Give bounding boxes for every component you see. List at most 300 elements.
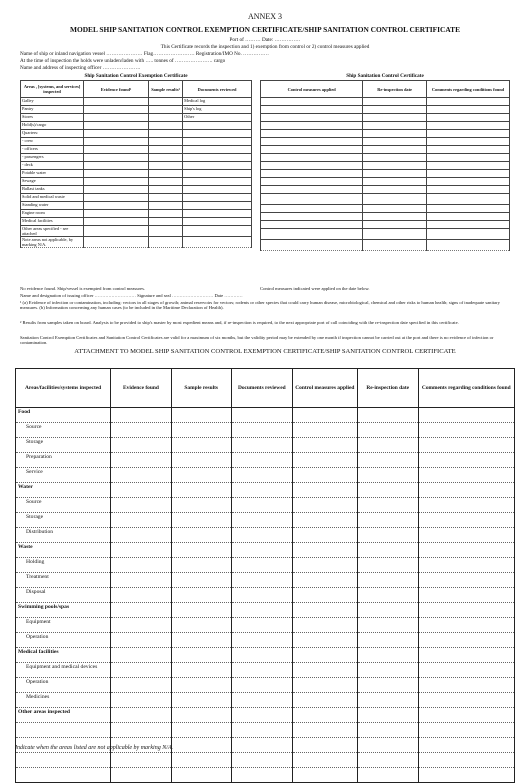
control-cell[interactable]: [261, 213, 363, 221]
attachment-cell[interactable]: [357, 558, 418, 573]
control-cell[interactable]: [261, 240, 363, 251]
control-cell[interactable]: [363, 178, 427, 186]
attachment-cell[interactable]: [231, 543, 292, 558]
attachment-cell[interactable]: [171, 618, 231, 633]
attachment-cell[interactable]: [418, 618, 514, 633]
control-row: [261, 162, 510, 170]
attachment-cell[interactable]: [292, 468, 357, 483]
control-cell[interactable]: [261, 154, 363, 162]
control-cell[interactable]: [363, 146, 427, 154]
attachment-row: [16, 423, 515, 438]
attachment-row: [16, 603, 515, 618]
attachment-cell[interactable]: [111, 708, 172, 723]
page-title: MODEL SHIP SANITATION CONTROL EXEMPTION CERTIFICATE/SHIP SANITATION CONTROL CERTIFICATE: [69, 25, 461, 34]
attachment-cell[interactable]: [357, 768, 418, 783]
attachment-cell[interactable]: [418, 588, 514, 603]
attachment-cell[interactable]: [111, 498, 172, 513]
attachment-category: Food: [16, 408, 111, 423]
attachment-cell[interactable]: [357, 588, 418, 603]
exemption-row: [21, 114, 252, 122]
attachment-cell[interactable]: [231, 633, 292, 648]
control-cell[interactable]: [363, 229, 427, 240]
att-col-evidence: Evidence found: [111, 369, 172, 408]
attachment-cell[interactable]: [418, 573, 514, 588]
control-cell[interactable]: [426, 178, 509, 186]
attachment-cell[interactable]: [171, 603, 231, 618]
exemption-cell[interactable]: [84, 130, 149, 138]
exemption-row: [21, 178, 252, 186]
control-cell[interactable]: [426, 98, 509, 106]
control-cell[interactable]: [261, 138, 363, 146]
attachment-cell[interactable]: [418, 723, 514, 738]
control-cell[interactable]: [363, 240, 427, 251]
attachment-cell[interactable]: [171, 543, 231, 558]
attachment-cell[interactable]: [418, 468, 514, 483]
attachment-cell[interactable]: [357, 468, 418, 483]
exemption-cell[interactable]: [183, 226, 252, 237]
attachment-cell[interactable]: [357, 483, 418, 498]
document-label: Ship's log: [183, 106, 252, 114]
attachment-cell[interactable]: [357, 633, 418, 648]
control-cell[interactable]: [426, 106, 509, 114]
exemption-cell[interactable]: [183, 138, 252, 146]
attachment-cell[interactable]: [292, 618, 357, 633]
attachment-cell[interactable]: [357, 648, 418, 663]
control-cell[interactable]: [426, 186, 509, 194]
control-cell[interactable]: [261, 178, 363, 186]
attachment-cell[interactable]: [418, 408, 514, 423]
attachment-cell[interactable]: [418, 513, 514, 528]
attachment-cell[interactable]: [357, 423, 418, 438]
attachment-cell[interactable]: [357, 528, 418, 543]
attachment-cell[interactable]: [231, 618, 292, 633]
exemption-cell[interactable]: [84, 98, 149, 106]
attachment-cell[interactable]: [171, 573, 231, 588]
control-cell[interactable]: [363, 122, 427, 130]
attachment-cell[interactable]: [171, 663, 231, 678]
attachment-cell[interactable]: [231, 708, 292, 723]
attachment-cell[interactable]: [357, 573, 418, 588]
attachment-cell[interactable]: [357, 408, 418, 423]
exemption-cell[interactable]: [148, 202, 182, 210]
control-cell[interactable]: [426, 162, 509, 170]
attachment-cell[interactable]: [111, 483, 172, 498]
attachment-cell[interactable]: [111, 663, 172, 678]
attachment-cell[interactable]: [418, 708, 514, 723]
exemption-cell[interactable]: [84, 194, 149, 202]
exemption-cell[interactable]: [183, 122, 252, 130]
control-cell[interactable]: [363, 154, 427, 162]
control-cell[interactable]: [363, 213, 427, 221]
attachment-cell[interactable]: [292, 573, 357, 588]
exemption-row: [21, 98, 252, 106]
control-row: [261, 186, 510, 194]
attachment-cell[interactable]: [418, 558, 514, 573]
exemption-cell[interactable]: [183, 186, 252, 194]
attachment-cell[interactable]: [292, 753, 357, 768]
control-cell[interactable]: [363, 106, 427, 114]
exemption-area-label: Other areas specified - see attached: [21, 226, 84, 237]
attachment-cell[interactable]: [171, 528, 231, 543]
exemption-cell[interactable]: [84, 146, 149, 154]
attachment-cell[interactable]: [418, 753, 514, 768]
attachment-cell[interactable]: [292, 678, 357, 693]
attachment-cell[interactable]: [357, 738, 418, 753]
attachment-cell[interactable]: [357, 603, 418, 618]
exemption-cell[interactable]: [148, 114, 182, 122]
exemption-cell[interactable]: [148, 106, 182, 114]
control-cell[interactable]: [426, 221, 509, 229]
attachment-cell[interactable]: [171, 738, 231, 753]
attachment-subitem: [16, 753, 111, 768]
control-cell[interactable]: [261, 229, 363, 240]
attachment-cell[interactable]: [418, 528, 514, 543]
attachment-cell[interactable]: [357, 753, 418, 768]
control-cell[interactable]: [363, 186, 427, 194]
attachment-cell[interactable]: [111, 693, 172, 708]
control-cell[interactable]: [426, 122, 509, 130]
exemption-cell[interactable]: [183, 237, 252, 248]
attachment-cell[interactable]: [418, 438, 514, 453]
attachment-cell[interactable]: [231, 408, 292, 423]
exemption-cell[interactable]: [84, 170, 149, 178]
exemption-cell[interactable]: [148, 218, 182, 226]
attachment-cell[interactable]: [418, 498, 514, 513]
attachment-cell[interactable]: [111, 648, 172, 663]
exemption-cell[interactable]: [84, 218, 149, 226]
attachment-cell[interactable]: [111, 438, 172, 453]
attachment-cell[interactable]: [111, 528, 172, 543]
control-cell[interactable]: [363, 170, 427, 178]
exemption-cell[interactable]: [84, 162, 149, 170]
control-cell[interactable]: [363, 221, 427, 229]
attachment-cell[interactable]: [171, 408, 231, 423]
attachment-row: [16, 693, 515, 708]
attachment-cell[interactable]: [418, 693, 514, 708]
col-reinspection: Re-inspection date: [363, 81, 427, 98]
attachment-cell[interactable]: [418, 543, 514, 558]
control-cell[interactable]: [426, 154, 509, 162]
attachment-cell[interactable]: [357, 678, 418, 693]
attachment-cell[interactable]: [418, 648, 514, 663]
attachment-cell[interactable]: [231, 693, 292, 708]
attachment-cell[interactable]: [231, 483, 292, 498]
attachment-cell[interactable]: [357, 723, 418, 738]
document-label: Medical log: [183, 98, 252, 106]
exemption-row: [21, 194, 252, 202]
attachment-cell[interactable]: [231, 588, 292, 603]
attachment-subitem: Medicines: [16, 693, 111, 708]
attachment-cell[interactable]: [292, 738, 357, 753]
control-cell[interactable]: [261, 106, 363, 114]
exemption-cell[interactable]: [84, 210, 149, 218]
control-cell[interactable]: [363, 114, 427, 122]
attachment-cell[interactable]: [111, 723, 172, 738]
exemption-cell[interactable]: [148, 170, 182, 178]
attachment-cell[interactable]: [357, 693, 418, 708]
attachment-subitem: Preparation: [16, 453, 111, 468]
attachment-cell[interactable]: [292, 768, 357, 783]
attachment-row: [16, 453, 515, 468]
control-cell[interactable]: [426, 130, 509, 138]
attachment-cell[interactable]: [357, 513, 418, 528]
attachment-row: [16, 513, 515, 528]
col-evidence: Evidence found¹: [84, 81, 149, 98]
attachment-cell[interactable]: [357, 498, 418, 513]
exemption-row: [21, 237, 252, 248]
attachment-cell[interactable]: [357, 708, 418, 723]
attachment-cell[interactable]: [231, 723, 292, 738]
attachment-cell[interactable]: [418, 738, 514, 753]
exemption-cell[interactable]: [84, 226, 149, 237]
att-col-comments: Comments regarding conditions found: [418, 369, 514, 408]
attachment-cell[interactable]: [292, 513, 357, 528]
control-cell[interactable]: [426, 213, 509, 221]
attachment-cell[interactable]: [418, 453, 514, 468]
control-cell[interactable]: [261, 98, 363, 106]
exemption-cell[interactable]: [183, 154, 252, 162]
attachment-cell[interactable]: [111, 573, 172, 588]
attachment-cell[interactable]: [357, 453, 418, 468]
attachment-cell[interactable]: [171, 588, 231, 603]
attachment-cell[interactable]: [418, 603, 514, 618]
attachment-cell[interactable]: [418, 768, 514, 783]
attachment-cell[interactable]: [357, 543, 418, 558]
attachment-cell[interactable]: [292, 483, 357, 498]
attachment-cell[interactable]: [292, 603, 357, 618]
attachment-cell[interactable]: [111, 423, 172, 438]
control-cell[interactable]: [426, 205, 509, 213]
control-cell[interactable]: [363, 130, 427, 138]
attachment-cell[interactable]: [292, 663, 357, 678]
exemption-cell[interactable]: [84, 122, 149, 130]
exemption-cell[interactable]: [148, 122, 182, 130]
control-cell[interactable]: [426, 240, 509, 251]
attachment-cell[interactable]: [292, 438, 357, 453]
attachment-cell[interactable]: [231, 738, 292, 753]
attachment-cell[interactable]: [292, 408, 357, 423]
attachment-cell[interactable]: [231, 768, 292, 783]
attachment-cell[interactable]: [292, 453, 357, 468]
control-cell[interactable]: [261, 114, 363, 122]
attachment-cell[interactable]: [231, 663, 292, 678]
attachment-category: Water: [16, 483, 111, 498]
vessel-line: Name of ship or inland navigation vessel ………………… Flag…………………… Registration/IMO No. ……………: [20, 51, 269, 57]
attachment-cell[interactable]: [171, 453, 231, 468]
exemption-cell[interactable]: [148, 146, 182, 154]
exemption-cell[interactable]: [84, 114, 149, 122]
attachment-cell[interactable]: [171, 768, 231, 783]
control-cell[interactable]: [363, 194, 427, 205]
attachment-cell[interactable]: [292, 588, 357, 603]
control-row: [261, 221, 510, 229]
exemption-area-label: Standing water: [21, 202, 84, 210]
exemption-cell[interactable]: [183, 218, 252, 226]
attachment-cell[interactable]: [171, 708, 231, 723]
attachment-cell[interactable]: [357, 618, 418, 633]
exemption-cell[interactable]: [183, 130, 252, 138]
control-cell[interactable]: [426, 170, 509, 178]
attachment-cell[interactable]: [111, 633, 172, 648]
control-cell[interactable]: [261, 170, 363, 178]
attachment-cell[interactable]: [231, 753, 292, 768]
exemption-cell[interactable]: [84, 237, 149, 248]
exemption-cell[interactable]: [148, 98, 182, 106]
attachment-cell[interactable]: [418, 678, 514, 693]
holds-line: At the time of inspection the holds were unladen/laden with ….. tonnes of …………………. cargo: [20, 58, 226, 64]
exemption-area-label: Note areas not applicable, by marking N/A.: [21, 237, 84, 248]
attachment-cell[interactable]: [418, 663, 514, 678]
attachment-cell[interactable]: [231, 468, 292, 483]
attachment-cell[interactable]: [292, 708, 357, 723]
control-cell[interactable]: [363, 162, 427, 170]
control-cell[interactable]: [426, 229, 509, 240]
exemption-cell[interactable]: [183, 210, 252, 218]
attachment-cell[interactable]: [292, 558, 357, 573]
attachment-cell[interactable]: [357, 438, 418, 453]
exemption-cell[interactable]: [84, 154, 149, 162]
attachment-category: Other areas inspected: [16, 708, 111, 723]
exemption-cell[interactable]: [84, 138, 149, 146]
attachment-cell[interactable]: [292, 633, 357, 648]
col-control-measures: Control measures applied: [261, 81, 363, 98]
attachment-cell[interactable]: [171, 648, 231, 663]
attachment-cell[interactable]: [231, 498, 292, 513]
attachment-subitem: Storage: [16, 513, 111, 528]
attachment-cell[interactable]: [418, 483, 514, 498]
exemption-cell[interactable]: [148, 210, 182, 218]
attachment-cell[interactable]: [231, 648, 292, 663]
officer-line: Name and address of inspecting officer ………………….: [20, 65, 141, 71]
exemption-cell[interactable]: [148, 237, 182, 248]
attachment-cell[interactable]: [231, 528, 292, 543]
attachment-row: [16, 408, 515, 423]
attachment-cell[interactable]: [292, 423, 357, 438]
exemption-cell[interactable]: [84, 202, 149, 210]
control-cell[interactable]: [261, 194, 363, 205]
exemption-cell[interactable]: [148, 186, 182, 194]
attachment-cell[interactable]: [292, 648, 357, 663]
attachment-cell[interactable]: [418, 423, 514, 438]
control-cell[interactable]: [261, 221, 363, 229]
exemption-cell[interactable]: [183, 170, 252, 178]
attachment-cell[interactable]: [231, 513, 292, 528]
attachment-cell[interactable]: [171, 678, 231, 693]
control-cell[interactable]: [363, 205, 427, 213]
control-cell[interactable]: [426, 194, 509, 205]
attachment-cell[interactable]: [171, 753, 231, 768]
attachment-cell[interactable]: [111, 588, 172, 603]
attachment-cell[interactable]: [292, 693, 357, 708]
attachment-cell[interactable]: [171, 438, 231, 453]
attachment-cell[interactable]: [111, 768, 172, 783]
attachment-cell[interactable]: [231, 453, 292, 468]
control-applied-text: Control measures indicated were applied on the date below.: [260, 286, 370, 291]
attachment-cell[interactable]: [111, 678, 172, 693]
attachment-row: [16, 708, 515, 723]
attachment-cell[interactable]: [111, 618, 172, 633]
attachment-cell[interactable]: [111, 753, 172, 768]
attachment-cell[interactable]: [111, 468, 172, 483]
control-cell[interactable]: [426, 146, 509, 154]
exemption-cell[interactable]: [148, 178, 182, 186]
attachment-row: [16, 723, 515, 738]
attachment-cell[interactable]: [231, 438, 292, 453]
attachment-cell[interactable]: [171, 558, 231, 573]
control-cell[interactable]: [261, 122, 363, 130]
exemption-cell[interactable]: [183, 146, 252, 154]
attachment-cell[interactable]: [292, 498, 357, 513]
control-cell[interactable]: [426, 114, 509, 122]
exemption-cell[interactable]: [84, 106, 149, 114]
attachment-cell[interactable]: [231, 558, 292, 573]
attachment-cell[interactable]: [111, 408, 172, 423]
exemption-cell[interactable]: [148, 130, 182, 138]
attachment-cell[interactable]: [171, 468, 231, 483]
exemption-cell[interactable]: [183, 178, 252, 186]
exemption-area-label: - officers: [21, 146, 84, 154]
exemption-cell[interactable]: [148, 194, 182, 202]
attachment-cell[interactable]: [292, 543, 357, 558]
attachment-cell[interactable]: [111, 558, 172, 573]
exemption-cell[interactable]: [183, 194, 252, 202]
attachment-cell[interactable]: [111, 603, 172, 618]
exemption-row: [21, 146, 252, 154]
attachment-cell[interactable]: [171, 513, 231, 528]
attachment-cell[interactable]: [171, 498, 231, 513]
attachment-cell[interactable]: [292, 528, 357, 543]
attachment-cell[interactable]: [171, 423, 231, 438]
exemption-cell[interactable]: [148, 226, 182, 237]
attachment-cell[interactable]: [111, 453, 172, 468]
control-cell[interactable]: [426, 138, 509, 146]
attachment-cell[interactable]: [231, 573, 292, 588]
attachment-cell[interactable]: [231, 678, 292, 693]
control-cell[interactable]: [261, 146, 363, 154]
exemption-cell[interactable]: [183, 202, 252, 210]
attachment-cell[interactable]: [111, 543, 172, 558]
attachment-cell[interactable]: [171, 633, 231, 648]
attachment-cell[interactable]: [171, 483, 231, 498]
attachment-cell[interactable]: [357, 663, 418, 678]
exemption-cell[interactable]: [148, 154, 182, 162]
attachment-cell[interactable]: [418, 633, 514, 648]
exemption-cell[interactable]: [148, 162, 182, 170]
exemption-area-label: - deck: [21, 162, 84, 170]
control-row: [261, 229, 510, 240]
attachment-cell[interactable]: [111, 513, 172, 528]
attachment-cell[interactable]: [231, 603, 292, 618]
control-cell[interactable]: [363, 98, 427, 106]
annex-label: ANNEX 3: [248, 12, 282, 21]
control-cell[interactable]: [363, 138, 427, 146]
attachment-title: ATTACHMENT TO MODEL SHIP SANITATION CONTROL EXEMPTION CERTIFICATE/SHIP SANITATION CONTROL CERTIFICATE: [74, 348, 456, 355]
control-cell[interactable]: [261, 130, 363, 138]
attachment-cell[interactable]: [171, 723, 231, 738]
attachment-cell[interactable]: [231, 423, 292, 438]
attachment-cell[interactable]: [171, 693, 231, 708]
exemption-cell[interactable]: [84, 178, 149, 186]
exemption-area-label: Ballast tanks: [21, 186, 84, 194]
control-row: [261, 138, 510, 146]
control-cell[interactable]: [261, 162, 363, 170]
exemption-cell[interactable]: [183, 162, 252, 170]
attachment-cell[interactable]: [292, 723, 357, 738]
control-cell[interactable]: [261, 205, 363, 213]
exemption-cell[interactable]: [148, 138, 182, 146]
control-cell[interactable]: [261, 186, 363, 194]
exemption-cell[interactable]: [84, 186, 149, 194]
